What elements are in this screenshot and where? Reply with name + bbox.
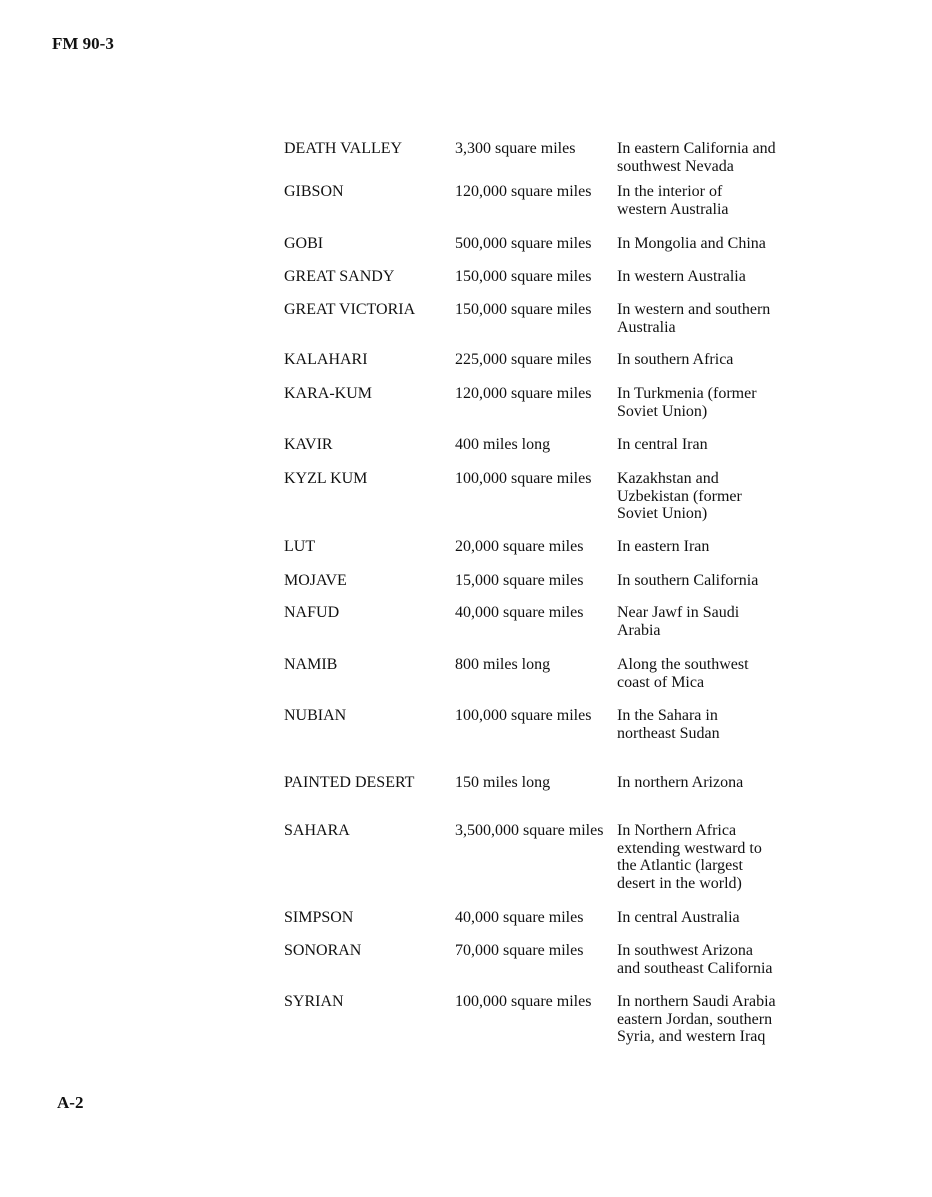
desert-name: GIBSON: [284, 183, 344, 200]
desert-size: 3,500,000 square miles: [455, 822, 604, 839]
desert-location: In eastern Iran: [617, 538, 710, 555]
desert-location: In western Australia: [617, 268, 746, 285]
desert-name: KAVIR: [284, 436, 333, 453]
desert-location: In northern Arizona: [617, 774, 744, 791]
desert-size: 800 miles long: [455, 656, 551, 673]
desert-name: NAFUD: [284, 604, 340, 621]
desert-location: In northern Saudi Arabia eastern Jordan, southern Syria, and western Iraq: [617, 993, 776, 1045]
desert-location: In eastern California and southwest Nevada: [617, 140, 776, 175]
desert-size: 15,000 square miles: [455, 572, 584, 589]
desert-size: 40,000 square miles: [455, 604, 584, 621]
desert-size: 70,000 square miles: [455, 942, 584, 959]
desert-name: GREAT SANDY: [284, 268, 395, 285]
desert-size: 40,000 square miles: [455, 909, 584, 926]
document-id: FM 90-3: [52, 34, 114, 53]
desert-name: SAHARA: [284, 822, 350, 839]
desert-size: 100,000 square miles: [455, 707, 592, 724]
desert-location: In southern California: [617, 572, 759, 589]
desert-name: KARA-KUM: [284, 385, 372, 402]
desert-size: 120,000 square miles: [455, 183, 592, 200]
desert-location: In western and southern Australia: [617, 301, 771, 336]
desert-location: Kazakhstan and Uzbekistan (former Soviet Union): [617, 470, 742, 522]
desert-size: 3,300 square miles: [455, 140, 576, 157]
desert-size: 100,000 square miles: [455, 470, 592, 487]
desert-location: In Northern Africa extending westward to the Atlantic (largest desert in the world): [617, 822, 762, 892]
desert-size: 20,000 square miles: [455, 538, 584, 555]
desert-name: SYRIAN: [284, 993, 344, 1010]
desert-size: 150 miles long: [455, 774, 551, 791]
desert-name: SONORAN: [284, 942, 362, 959]
desert-name: KALAHARI: [284, 351, 368, 368]
desert-location: In southern Africa: [617, 351, 734, 368]
desert-location: In central Iran: [617, 436, 708, 453]
desert-name: NUBIAN: [284, 707, 347, 724]
desert-location: Near Jawf in Saudi Arabia: [617, 604, 740, 639]
desert-location: In the interior of western Australia: [617, 183, 729, 218]
desert-name: GREAT VICTORIA: [284, 301, 416, 318]
desert-size: 500,000 square miles: [455, 235, 592, 252]
desert-name: PAINTED DESERT: [284, 774, 415, 791]
desert-size: 225,000 square miles: [455, 351, 592, 368]
desert-name: KYZL KUM: [284, 470, 368, 487]
desert-size: 150,000 square miles: [455, 268, 592, 285]
desert-location: In southwest Arizona and southeast California: [617, 942, 773, 977]
desert-location: In the Sahara in northeast Sudan: [617, 707, 720, 742]
desert-location: In central Australia: [617, 909, 740, 926]
desert-name: DEATH VALLEY: [284, 140, 403, 157]
desert-name: LUT: [284, 538, 316, 555]
desert-name: SIMPSON: [284, 909, 354, 926]
desert-size: 100,000 square miles: [455, 993, 592, 1010]
desert-location: Along the southwest coast of Mica: [617, 656, 749, 691]
desert-name: MOJAVE: [284, 572, 347, 589]
desert-size: 150,000 square miles: [455, 301, 592, 318]
desert-name: NAMIB: [284, 656, 338, 673]
desert-size: 120,000 square miles: [455, 385, 592, 402]
page-number: A-2: [57, 1093, 84, 1112]
desert-name: GOBI: [284, 235, 324, 252]
desert-location: In Turkmenia (former Soviet Union): [617, 385, 757, 420]
desert-size: 400 miles long: [455, 436, 551, 453]
desert-location: In Mongolia and China: [617, 235, 766, 252]
